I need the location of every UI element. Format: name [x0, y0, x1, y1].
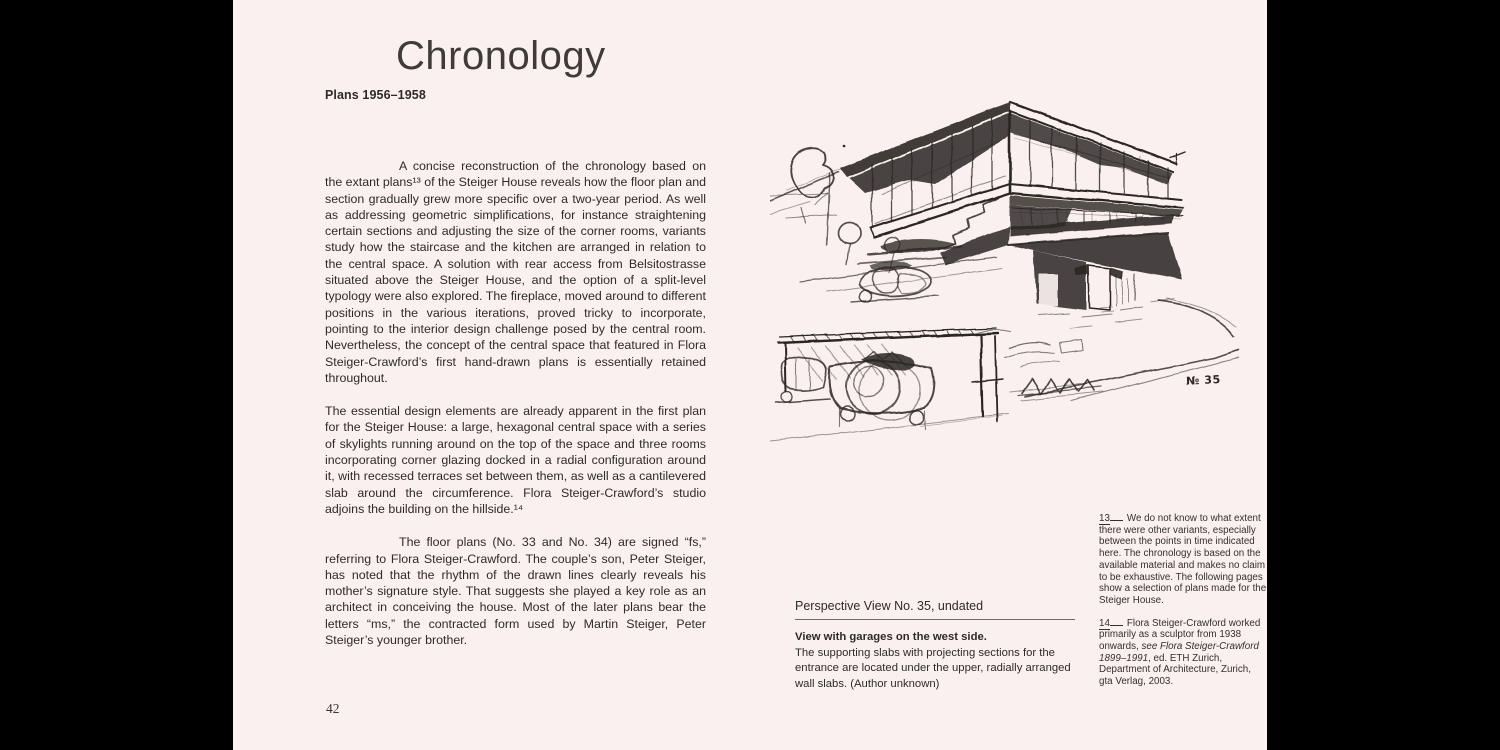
- footnotes-column: [1099, 513, 1267, 699]
- footnote-number: 14: [1099, 617, 1110, 629]
- caption-line-1: View with garages on the west side.: [795, 631, 987, 643]
- footnote-text: Flora Steiger-Crawford worked primarily as a sculptor from 1938 onwards,: [1099, 617, 1261, 653]
- body-text-column: [325, 158, 706, 665]
- footnote-text: We do not know to what extent there were other variants, especially between the points in time indicated here. The chronology is based on the available material and makes no claim to be exhaustive. The following pages show a selection of plans made for the Steiger House.: [1099, 513, 1267, 606]
- section-heading: Plans 1956–1958: [325, 88, 426, 102]
- caption-body: [795, 630, 1075, 692]
- footnote-13: [1099, 513, 1267, 607]
- chapter-title: Chronology: [396, 34, 606, 78]
- paragraph-2: The essential design elements are already apparent in the first plan for the Steiger House: a large, hexagonal central space with a series of skylights running around on the top of the space and three rooms incorporating corner glazing docked in a radial configuration around it, with recessed terraces set between them, as well as a cantilevered slab around the circumference. Flora Steiger-Crawford’s studio adjoins the building on the hillside.¹⁴: [325, 404, 706, 516]
- footnote-number: 13: [1099, 513, 1110, 524]
- sketch-number-label: № 35: [1185, 372, 1222, 388]
- figure-caption: [795, 599, 1075, 692]
- paragraph-1: A concise reconstruction of the chronology based on the extant plans¹³ of the Steiger House reveals how the floor plan and section gradually grew more specific over a two-year period. As well as addressing geometric simplifications, for instance straightening certain sections and adjusting the size of the corner rooms, variants study how the staircase and the kitchen are arranged in relation to the central space. A solution with rear access from Belsitostrasse situated above the Steiger House, and the option of a split-level typology were also explored. The fireplace, moved around to different positions in the various iterations, proved tricky to incorporate, pointing to the interior design challenge posed by the central room. Nevertheless, the concept of the central space that featured in Flora Steiger-Crawford’s first hand-drawn plans is essentially retained throughout.: [325, 159, 706, 385]
- footnote-14: [1099, 618, 1267, 688]
- footnote-rule: [1110, 619, 1123, 626]
- footnote-text: , ed. ETH Zurich, Department of Architecture, Zurich, gta Verlag, 2003.: [1099, 652, 1251, 688]
- caption-rule: [795, 619, 1075, 620]
- perspective-sketch-illustration: [770, 96, 1240, 444]
- caption-line-2: The supporting slabs with projecting sections for the entrance are located under the upper, radially arranged wall slabs. (Author unknown): [795, 646, 1071, 690]
- footnote-text-italic: see Flora Steiger-Crawford 1899–1991: [1099, 641, 1259, 664]
- paragraph-3: The floor plans (No. 33 and No. 34) are signed “fs,” referring to Flora Steiger-Crawford. The couple’s son, Peter Steiger, has noted that the rhythm of the drawn lines clearly reveals his mother’s signature style. That suggests she played a key role as an architect in conceiving the house. Most of the later plans bear the letters “ms,” the contracted form used by Martin Steiger, Peter Steiger’s younger brother.: [325, 535, 706, 648]
- book-spread: [233, 0, 1267, 750]
- sketch-strokes: [770, 102, 1238, 441]
- page-number: 42: [326, 701, 340, 716]
- footnote-rule: [1110, 514, 1123, 521]
- caption-title: Perspective View No. 35, undated: [795, 599, 984, 613]
